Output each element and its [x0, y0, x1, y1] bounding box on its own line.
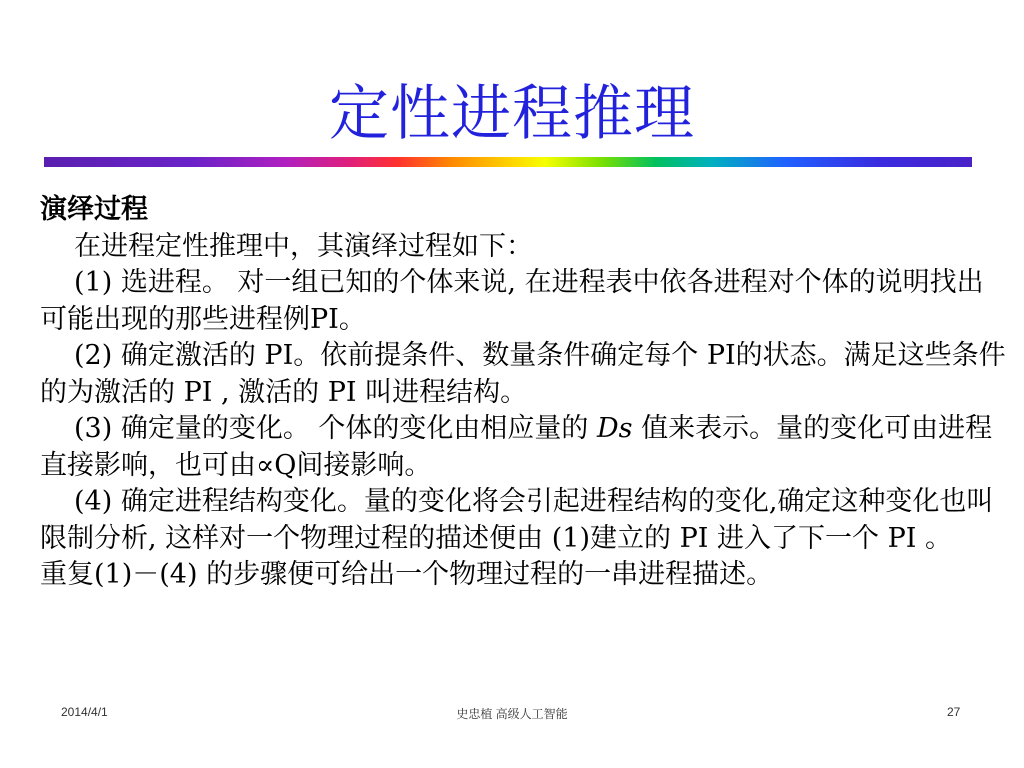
footer-author-course: 史忠植 高级人工智能 — [456, 707, 568, 721]
footer-date: 2014/4/1 — [61, 705, 108, 719]
slide-body — [40, 192, 1006, 594]
step-3-paragraph — [40, 411, 1006, 484]
ds-symbol: Ds — [597, 413, 633, 444]
step-3-text-b: 值来表示。量的变化可由进程直接影响，也可由∝Q间接影响。 — [40, 413, 993, 481]
step-3-text-a: (3) 确定量的变化。 个体的变化由相应量的 — [74, 413, 597, 444]
slide-title: 定性进程推理 — [329, 79, 695, 149]
closing-paragraph: 重复(1)－(4) 的步骤便可给出一个物理过程的一串进程描述。 — [40, 559, 774, 590]
section-heading: 演绎过程 — [40, 194, 148, 225]
intro-paragraph: 在进程定性推理中，其演绎过程如下： — [74, 230, 533, 262]
rainbow-divider — [44, 157, 972, 167]
step-1-paragraph: (1) 选进程。 对一组已知的个体来说, 在进程表中依各进程对个体的说明找出可能出现的那些进程例PI。 — [40, 267, 984, 335]
step-2-paragraph: (2) 确定激活的 PI。依前提条件、数量条件确定每个 PI的状态。满足这些条件的为激活的 PI , 激活的 PI 叫进程结构。 — [40, 340, 1006, 408]
step-4-paragraph: (4) 确定进程结构变化。量的变化将会引起进程结构的变化,确定这种变化也叫限制分析, 这样对一个物理过程的描述便由 (1)建立的 PI 进入了下一个 PI 。 — [40, 486, 994, 554]
footer-page-number: 27 — [947, 705, 961, 719]
